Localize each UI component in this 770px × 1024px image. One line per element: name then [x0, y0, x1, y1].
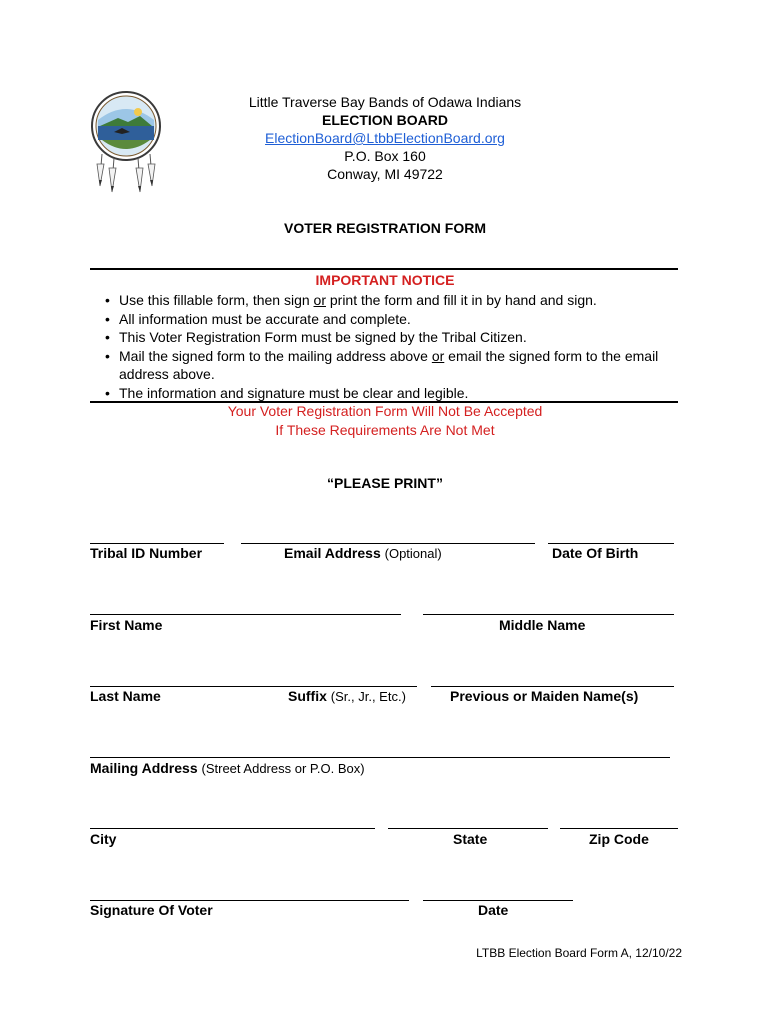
previous-name-label: Previous or Maiden Name(s) — [450, 688, 639, 704]
date-label: Date — [478, 902, 509, 918]
notice-item: • All information must be accurate and complete. — [90, 310, 680, 329]
date-field[interactable] — [423, 900, 573, 901]
date-of-birth-label: Date Of Birth — [552, 545, 639, 561]
form-footer: LTBB Election Board Form A, 12/10/22 — [476, 946, 682, 960]
important-notice-title: IMPORTANT NOTICE — [315, 272, 455, 288]
election-board-email-link[interactable]: ElectionBoard@LtbbElectionBoard.org — [265, 130, 505, 146]
city-state-zip: Conway, MI 49722 — [327, 166, 443, 182]
warning-line-1: Your Voter Registration Form Will Not Be Accepted — [227, 403, 543, 419]
notice-top-rule — [90, 268, 678, 270]
notice-item: • This Voter Registration Form must be signed by the Tribal Citizen. — [90, 328, 680, 347]
form-title: VOTER REGISTRATION FORM — [284, 220, 486, 236]
first-name-field[interactable] — [90, 614, 401, 615]
email-field[interactable] — [241, 543, 535, 544]
city-field[interactable] — [90, 828, 375, 829]
state-field[interactable] — [388, 828, 548, 829]
city-label: City — [90, 831, 117, 847]
middle-name-field[interactable] — [423, 614, 674, 615]
notice-item: • The information and signature must be clear and legible. — [90, 384, 680, 403]
po-box: P.O. Box 160 — [344, 148, 426, 164]
middle-name-label: Middle Name — [499, 617, 586, 633]
mailing-address-field[interactable] — [90, 757, 670, 758]
signature-field[interactable] — [90, 900, 409, 901]
date-of-birth-field[interactable] — [548, 543, 674, 544]
tribal-id-label: Tribal ID Number — [90, 545, 203, 561]
first-name-label: First Name — [90, 617, 163, 633]
please-print: “PLEASE PRINT” — [327, 475, 443, 491]
state-label: State — [453, 831, 488, 847]
previous-name-field[interactable] — [431, 686, 674, 687]
notice-item: • Mail the signed form to the mailing address above or email the signed form to the email address above. — [90, 347, 680, 384]
election-board-title: ELECTION BOARD — [322, 112, 448, 128]
last-name-label: Last Name — [90, 688, 161, 704]
dreamcatcher-seal-icon — [88, 88, 164, 194]
notice-item: • Use this fillable form, then sign or print the form and fill it in by hand and sign. — [90, 291, 680, 310]
email-label: Email Address (Optional) — [284, 545, 442, 561]
org-name: Little Traverse Bay Bands of Odawa Indians — [248, 94, 522, 110]
suffix-label: Suffix (Sr., Jr., Etc.) — [288, 688, 406, 704]
zip-code-label: Zip Code — [589, 831, 649, 847]
tribal-id-field[interactable] — [90, 543, 224, 544]
notice-list — [90, 291, 680, 402]
mailing-address-label: Mailing Address (Street Address or P.O. Box) — [90, 760, 365, 776]
email-link-container — [200, 129, 570, 147]
warning-line-2: If These Requirements Are Not Met — [275, 422, 495, 438]
zip-code-field[interactable] — [560, 828, 678, 829]
signature-label: Signature Of Voter — [90, 902, 213, 918]
last-name-suffix-field[interactable] — [90, 686, 417, 687]
